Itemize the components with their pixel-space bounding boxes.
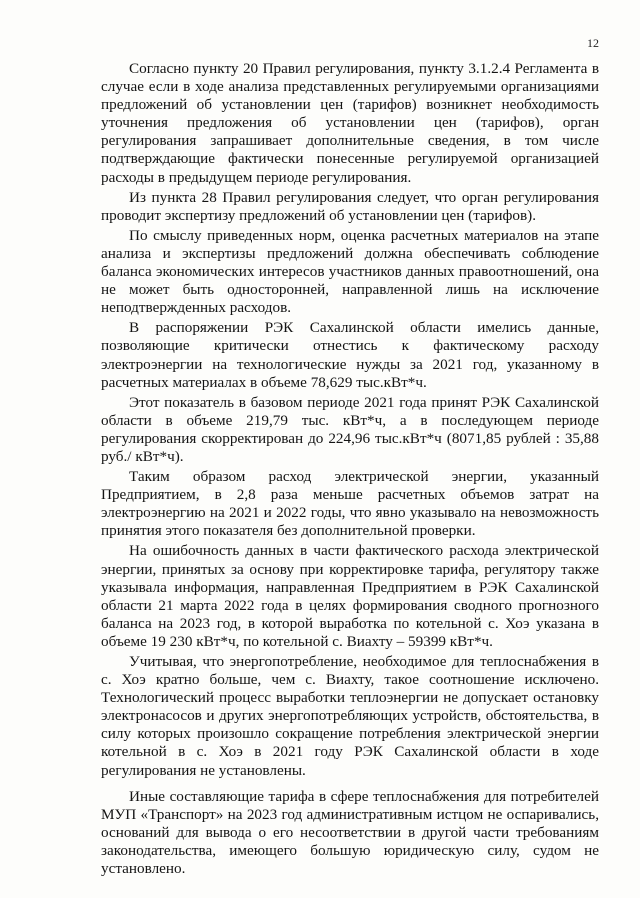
paragraph-2: Из пункта 28 Правил регулирования следует, что орган регулирования проводит экспертизу предложений об установлении цен (тарифов). (101, 188, 599, 224)
paragraph-1: Согласно пункту 20 Правил регулирования, пункту 3.1.2.4 Регламента в случае если в ходе анализа представленных регулируемыми организациями предложений об установлении цен (тарифов) возникнет необходимость уточнения предложения об установлении цен (тарифов), орган регулирования запрашивает дополнительные сведения, в том числе подтверждающие фактически понесенные регулируемой организацией расходы в предыдущем периоде регулирования. (101, 60, 599, 186)
paragraph-8: Учитывая, что энергопотребление, необходимое для теплоснабжения в с. Хоэ кратно больше, чем с. Виахту, такое соотношение исключено. Технологический процесс выработки теплоэнергии не допускает остановку электронасосов и других энергопотребляющих устройств, обстоятельства, в силу которых произошло сокращение потребления электрической энергии котельной в с. Хоэ в 2021 году РЭК Сахалинской области в ходе регулирования не установлены. (101, 653, 599, 779)
paragraph-5: Этот показатель в базовом периоде 2021 года принят РЭК Сахалинской области в объеме 219,79 тыс. кВт*ч, а в последующем периоде регулирования скорректирован до 224,96 тыс.кВт*ч (8071,85 рублей : 35,88 руб./ кВт*ч). (101, 393, 599, 465)
paragraph-6: Таким образом расход электрической энергии, указанный Предприятием, в 2,8 раза меньше расчетных объемов затрат на электроэнергию на 2021 и 2022 годы, что явно указывало на невозможность принятия этого показателя без дополнительной проверки. (101, 468, 599, 540)
document-body (101, 60, 599, 880)
paragraph-3: По смыслу приведенных норм, оценка расчетных материалов на этапе анализа и экспертизы предложений должна обеспечивать соблюдение баланса экономических интересов участников данных правоотношений, она не может быть односторонней, направленной лишь на исключение неподтвержденных расходов. (101, 226, 599, 317)
page-number: 12 (587, 36, 599, 50)
paragraph-4: В распоряжении РЭК Сахалинской области имелись данные, позволяющие критически отнестись к фактическому расходу электроэнергии на технологические нужды за 2021 год, указанному в расчетных материалах в объеме 78,629 тыс.кВт*ч. (101, 319, 599, 391)
paragraph-7: На ошибочность данных в части фактического расхода электрической энергии, принятых за основу при корректировке тарифа, регулятору также указывала информация, направленная Предприятием в РЭК Сахалинской области 21 марта 2022 года в целях формирования сводного прогнозного баланса на 2023 год, в которой выработка по котельной с. Хоэ указана в объеме 19 230 кВт*ч, по котельной с. Виахту – 59399 кВт*ч. (101, 542, 599, 650)
paragraph-9: Иные составляющие тарифа в сфере теплоснабжения для потребителей МУП «Транспорт» на 2023 год административным истцом не оспаривались, оснований для вывода о его несоответствии в другой части требованиям законодательства, имеющего большую юридическую силу, судом не установлено. (101, 787, 599, 878)
